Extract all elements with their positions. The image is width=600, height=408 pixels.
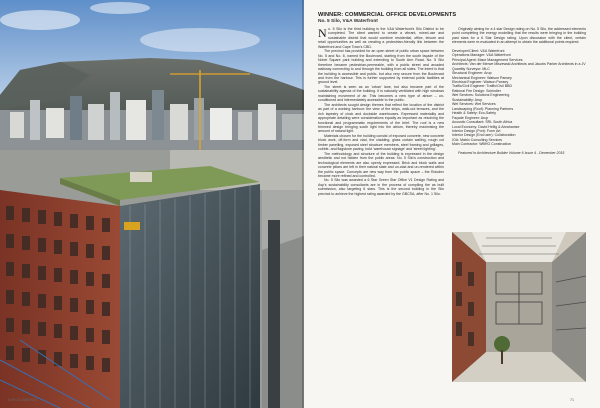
atrium-interior-photo bbox=[452, 232, 586, 382]
article-page bbox=[304, 0, 600, 408]
page-number: 71 bbox=[570, 398, 574, 402]
credit-line: Landscaping (Roof): Planning Partners bbox=[452, 106, 514, 111]
article-paragraph: The architects sought design themes that reflect the location of the district as part of a working harbour: the view of the ships, walk-out terraces, and the rich tapestry of clock and dockside warehouses. Expressed materiality and appropriate detailing were considerations equally as important as resolving the functional and programmatic requirements of the brief. The roof is a new trimmed design bringing south light into the atrium, thereby maximising the amount of natural light. bbox=[318, 102, 444, 134]
credit-line: Acoustic Consultant: SRL South Africa bbox=[452, 120, 513, 125]
credit-line: Traffic/Civil Engineer: Traffic/Civil BBD bbox=[452, 84, 513, 89]
credit-line: Interior Design (End user): Collaboration bbox=[452, 133, 516, 138]
article-paragraph: Originally aiming for a 4 star Design rating on No. 5 Silo, the addressed elements point completing the energy modelling that the results were bringing in the building past stars for a 6 Star Design rating. Upon discussion with the client, certain elements were re-evaluated in an attempt to obtain the additional points required. bbox=[452, 27, 586, 45]
drop-cap: N bbox=[318, 25, 327, 40]
article-paragraph: The methodology and structure of the building is expressed in the design aesthetic and not hidden from the public areas. No. 5 Silo's construction and technological elements are also openly expressed. Brick and block walls and concrete pillars are left in their natural state and un-clad and un-rendered within the public space. Concepts are new way from the public space – the Rolodex became more refined and controlled. bbox=[318, 151, 444, 178]
credit-line: Electrical Engineer: Watson Pansey bbox=[452, 79, 509, 84]
project-credits bbox=[452, 49, 586, 147]
article-paragraph: No. 5 Silo is the third building in the V&A Waterfront's Silo District to be completed. The client wanted to create a vibrant, mixed-use and sustainable district that would combine residential, office, leisure and retail opportunities as well as creating a pedestrian-friendly link between the Waterfront and Cape Town's CBD. bbox=[318, 25, 444, 49]
credit-line: Principal Agent: Mace Management Services bbox=[452, 57, 523, 62]
credit-line: Architects: Van der Merwe Miszewski Architects and Jacobs Parker Architects in a JV bbox=[452, 62, 586, 67]
credit-line: Operations Manager: V&A Waterfront bbox=[452, 53, 511, 58]
credit-line: Developer/Client: V&A Waterfront bbox=[452, 48, 505, 53]
project-title: No. 5 Silo, V&A Waterfront bbox=[318, 19, 378, 24]
footer-section-label: SAPOA AWARDS bbox=[8, 398, 38, 402]
credit-line: Rational Fire Design: Schindler bbox=[452, 88, 501, 93]
article-column-1 bbox=[318, 27, 444, 196]
credit-line: Sustainability: Arup bbox=[452, 97, 483, 102]
featured-note: Featured in Architecture Builder Volume 6 Issue 4 - December 2015 bbox=[458, 150, 565, 155]
credit-line: Structural Engineer: Arup bbox=[452, 71, 492, 76]
credit-line: Wet Services: Wet Services bbox=[452, 102, 496, 107]
credit-line: Local Economy: David Hellig & Abrahamse bbox=[452, 124, 520, 129]
award-heading: WINNER: COMMERCIAL OFFICE DEVELOPMENTS bbox=[318, 12, 457, 18]
credit-line: Façade Engineer: Arup bbox=[452, 115, 489, 120]
article-paragraph: Materials chosen for the building consist of exposed concrete, new concrete block work, off-form and clad, the cladding, glass curtain walling, rough cut timber panelling, exposed steel structure members, steel framing and grillages, cobble- and flagstone paving, bold 'warehouse signage' and 'street lighting'. bbox=[318, 133, 444, 152]
article-paragraph: The precinct has provided for an open street of public urban space between No. 5 and No. 6, named the Boulevard, starting from the south façade of the Nobel Square park building and extending to South Arm Road. No. 5 Silo therefore became pedestrian-permeable, with a public street and arcaded walkway connecting to and through the building from all sides. The intent is that the building is accessible and public, but also very secure from the Boulevard and from the harbour. This is further supported by external public facilities at ground level. bbox=[318, 49, 444, 85]
credit-line: Mechanical Engineer: Watson Pansey bbox=[452, 75, 512, 80]
article-paragraph: No. 5 Silo was awarded a 6 Star Green Star Office V1 Design Rating and Asp's sustainability consultants are in the process of compiling the as built submission, also targeting 6 stars. This is the second building in the Silo precinct to achieve the highest rating awarded by the GBCSA, after No. 1 Silo. bbox=[318, 178, 444, 196]
credit-line: IOA: Matrix Consulting Services bbox=[452, 137, 503, 142]
credit-line: Interior Design (Port): Form Art bbox=[452, 128, 501, 133]
credit-line: Quantity Surveyor: MLC bbox=[452, 66, 490, 71]
credit-line: Health & Safety: Eco-Safety bbox=[452, 111, 496, 116]
credit-line: Wet Services: Solutions Engineering bbox=[452, 93, 510, 98]
article-paragraph: The street is seen as an 'urban' lane, but also became part of the sustainability agenda of the building. It is naturally ventilated with high windows maintaining movement of air. This becomes a new type of atrium – un-conditioned and intermediately accessible to the public. bbox=[318, 84, 444, 103]
article-column-2 bbox=[452, 27, 586, 155]
credit-line: Main Contractor: WBHO Construction bbox=[452, 142, 512, 147]
